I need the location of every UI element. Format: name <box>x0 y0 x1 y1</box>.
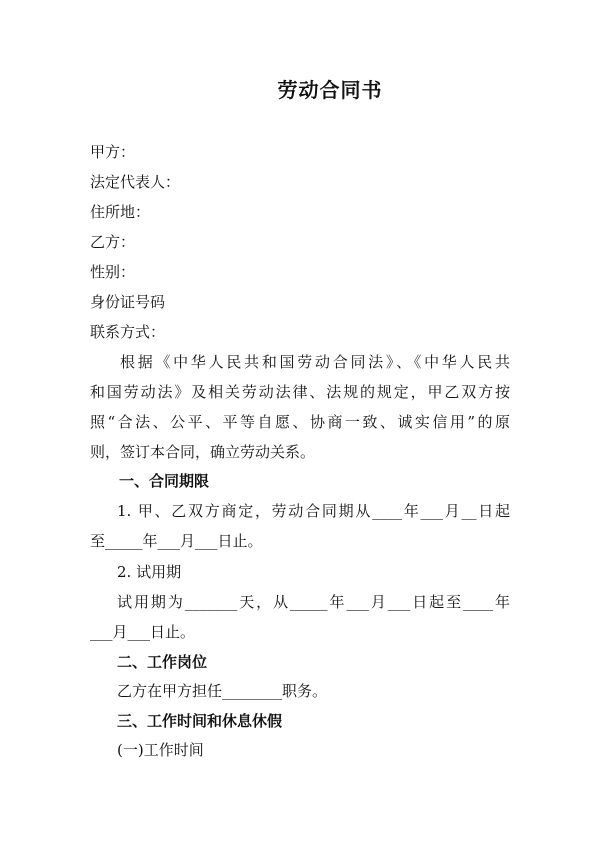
preamble-line-1: 根据《中华人民共和国劳动合同法》、《中华人民共 <box>120 353 510 371</box>
document-title: 劳动合同书 <box>277 78 383 102</box>
section-1-heading: 一、合同期限 <box>119 472 210 490</box>
gender-label: 性别： <box>90 263 136 281</box>
probation-line-2: ___月___日止。 <box>90 623 196 641</box>
contact-label: 联系方式： <box>90 323 166 341</box>
preamble-line-4: 则，签订本合同，确立劳动关系。 <box>90 443 316 461</box>
clause-1-line-2: 至_____年___月___日止。 <box>90 532 263 550</box>
preamble-line-2: 和国劳动法》及相关劳动法律、法规的规定，甲乙双方按 <box>90 383 510 401</box>
clause-2-label: 2. 试用期 <box>117 563 182 581</box>
position-text: 乙方在甲方担任________职务。 <box>117 682 328 700</box>
party-a-label: 甲方： <box>90 143 136 161</box>
preamble-line-3: 照“合法、公平、平等自愿、协商一致、诚实信用”的原 <box>90 413 510 431</box>
legal-representative-label: 法定代表人： <box>90 173 181 191</box>
clause-1-line-1: 1. 甲、乙双方商定，劳动合同期从____年___月__日起 <box>117 502 510 520</box>
subsection-1-heading: (一)工作时间 <box>117 741 204 759</box>
address-label: 住所地： <box>90 203 151 221</box>
section-3-heading: 三、工作时间和休息休假 <box>117 712 283 730</box>
section-2-heading: 二、工作岗位 <box>117 653 208 671</box>
id-number-label: 身份证号码 <box>90 293 166 311</box>
party-b-label: 乙方： <box>90 233 136 251</box>
probation-line-1: 试用期为_______天，从_____年___月___日起至____年 <box>117 593 510 611</box>
